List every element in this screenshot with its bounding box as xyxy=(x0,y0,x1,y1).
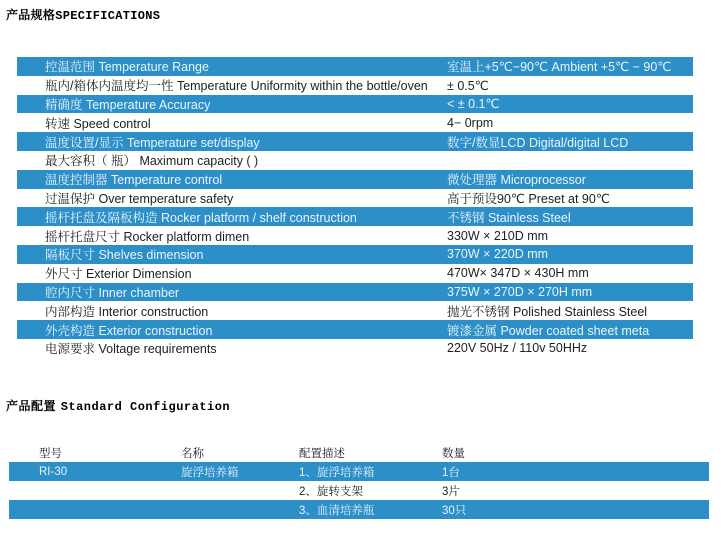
header-name: 名称 xyxy=(181,448,204,460)
spec-label: 隔板尺寸 Shelves dimension xyxy=(45,248,204,263)
configuration-heading xyxy=(6,397,230,414)
spec-label: 内部构造 Interior construction xyxy=(45,304,209,319)
spec-value: 330W × 210D mm xyxy=(447,228,549,243)
spec-value: ± 0.5℃ xyxy=(447,78,489,93)
spec-label: 电源要求 Voltage requirements xyxy=(45,342,217,357)
spec-label: 摇杆托盘尺寸 Rocker platform dimen xyxy=(45,229,250,244)
spec-label: 腔内尺寸 Inner chamber xyxy=(45,285,180,300)
spec-label: 外尺寸 Exterior Dimension xyxy=(45,267,192,282)
cell-description: 2、旋转支架 xyxy=(299,485,363,498)
specifications-heading xyxy=(6,6,160,23)
spec-label: 控温范围 Temperature Range xyxy=(45,60,209,75)
spec-row xyxy=(17,95,693,114)
spec-label: 转速 Speed control xyxy=(45,116,151,131)
spec-row xyxy=(17,207,693,226)
spec-value: 4− 0rpm xyxy=(447,115,494,130)
spec-value: 375W × 270D × 270H mm xyxy=(447,284,593,299)
spec-row xyxy=(17,339,693,358)
configuration-table xyxy=(9,444,709,519)
specifications-heading-en: SPECIFICATIONS xyxy=(55,9,161,23)
spec-label: 温度设置/显示 Temperature set/display xyxy=(45,135,260,150)
spec-row xyxy=(17,301,693,320)
spec-value: 不锈钢 Stainless Steel xyxy=(447,210,571,225)
spec-label: 摇杆托盘及隔板构造 Rocker platform / shelf construction xyxy=(45,210,357,225)
configuration-heading-cn: 产品配置 xyxy=(6,399,57,413)
specifications-table xyxy=(17,57,693,358)
spec-label: 温度控制器 Temperature control xyxy=(45,173,223,188)
cell-quantity: 30只 xyxy=(442,504,467,517)
cell-quantity: 3片 xyxy=(442,485,460,498)
cell-name: 旋浮培养箱 xyxy=(181,466,239,479)
spec-row xyxy=(17,283,693,302)
spec-value: 470W× 347D × 430H mm xyxy=(447,266,589,281)
spec-value: 高于预设90℃ Preset at 90℃ xyxy=(447,191,610,206)
cell-description: 1、旋浮培养箱 xyxy=(299,466,375,479)
spec-row xyxy=(17,151,693,170)
spec-label: 过温保护 Over temperature safety xyxy=(45,191,234,206)
spec-value: 数字/数显LCD Digital/digital LCD xyxy=(447,135,629,150)
header-description: 配置描述 xyxy=(299,448,345,460)
configuration-header-row xyxy=(9,444,709,462)
spec-value: < ± 0.1℃ xyxy=(447,97,500,112)
configuration-row xyxy=(9,500,709,519)
cell-quantity: 1台 xyxy=(442,466,460,479)
header-model: 型号 xyxy=(39,448,62,460)
spec-value: 镀漆金属 Powder coated sheet meta xyxy=(447,323,650,338)
spec-value: 抛光不锈钢 Polished Stainless Steel xyxy=(447,304,648,319)
configuration-row xyxy=(9,462,709,481)
spec-value: 微处理器 Microprocessor xyxy=(447,173,586,188)
spec-label: 最大容积（ 瓶） Maximum capacity ( ) xyxy=(45,154,259,169)
specifications-heading-cn: 产品规格 xyxy=(6,8,56,22)
header-quantity: 数量 xyxy=(442,448,465,460)
spec-label: 瓶内/箱体内温度均一性 Temperature Uniformity within the bottle/oven xyxy=(45,79,428,94)
cell-model: RI-30 xyxy=(39,465,68,478)
spec-row xyxy=(17,76,693,95)
spec-label: 外壳构造 Exterior construction xyxy=(45,323,213,338)
cell-description: 3、血清培养瓶 xyxy=(299,504,375,517)
spec-row xyxy=(17,132,693,151)
spec-row xyxy=(17,170,693,189)
spec-label: 精确度 Temperature Accuracy xyxy=(45,97,211,112)
spec-row xyxy=(17,264,693,283)
spec-value: 370W × 220D mm xyxy=(447,247,549,262)
spec-value: 室温上+5℃−90℃ Ambient +5℃ − 90℃ xyxy=(447,60,672,75)
spec-value: 220V 50Hz / 110v 50HHz xyxy=(447,341,588,356)
spec-row xyxy=(17,113,693,132)
spec-row xyxy=(17,320,693,339)
spec-row xyxy=(17,226,693,245)
spec-row xyxy=(17,245,693,264)
configuration-heading-en: Standard Configuration xyxy=(60,400,231,414)
spec-row xyxy=(17,57,693,76)
configuration-row xyxy=(9,481,709,500)
spec-row xyxy=(17,189,693,208)
